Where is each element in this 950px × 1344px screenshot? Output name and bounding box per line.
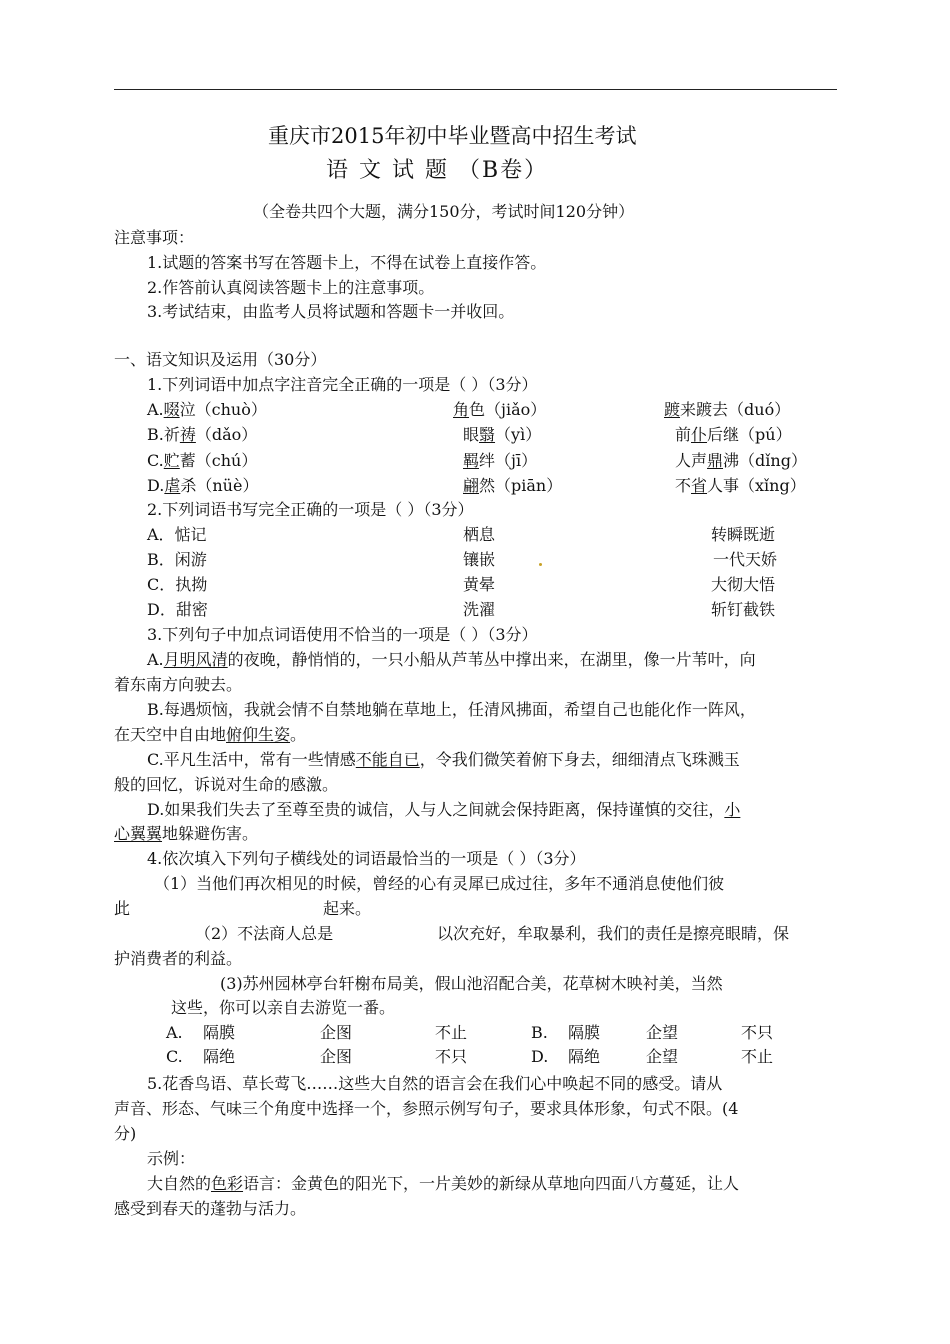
note-item: 3.考试结束，由监考人员将试题和答题卡一并收回。 — [147, 302, 515, 321]
question-5-stem-end: 分) — [114, 1124, 137, 1143]
note-item: 1.试题的答案书写在答题卡上，不得在试卷上直接作答。 — [147, 253, 547, 272]
exam-title: 重庆市2015年初中毕业暨高中招生考试 — [268, 124, 637, 148]
q3-option-a-cont: 着东南方向驶去。 — [114, 675, 243, 694]
q4-sentence-2-cont: 护消费者的利益。 — [114, 949, 243, 968]
q1-option-c1: C.贮蓄（chú） — [147, 451, 258, 470]
q4-option-word: 不止 — [741, 1047, 774, 1066]
q4-sentence-3: (3)苏州园林亭台轩榭布局美，假山池沼配合美，花草树木映衬美，当然 — [220, 974, 723, 993]
q4-option-word: 企图 — [320, 1023, 353, 1042]
q1-option-c3: 人声鼎沸（dǐng） — [675, 451, 807, 470]
q4-option-label: B. — [531, 1023, 548, 1042]
q1-option-b3: 前仆后继（pú） — [675, 425, 792, 444]
q2-option-d-word: 洗濯 — [463, 600, 496, 619]
q4-sentence-2: （2）不法商人总是 — [195, 924, 334, 943]
q4-option-label: C. — [166, 1047, 183, 1066]
exam-info: （全卷共四个大题，满分150分，考试时间120分钟） — [253, 202, 635, 221]
q2-option-c: C．执拗 — [147, 575, 208, 594]
question-1-stem: 1.下列词语中加点字注音完全正确的一项是（ ）（3分） — [147, 375, 538, 394]
q1-option-d1: D.虐杀（nüè） — [147, 476, 259, 495]
q2-option-d: D．甜密 — [147, 600, 208, 619]
q4-option-word: 不只 — [435, 1047, 468, 1066]
q4-option-word: 不只 — [741, 1023, 774, 1042]
q4-option-word: 企图 — [320, 1047, 353, 1066]
q1-option-a2: 角色（jiǎo） — [453, 400, 547, 419]
question-2-stem: 2.下列词语书写完全正确的一项是（ ）（3分） — [147, 500, 474, 519]
q4-sentence-1: （1）当他们再次相见的时候，曾经的心有灵犀已成过往，多年不通消息使他们彼 — [154, 874, 725, 893]
q1-option-b2: 眼翳（yì） — [463, 425, 542, 444]
q2-option-b: B．闲游 — [147, 550, 207, 569]
q4-sentence-1-cont: 此 — [114, 899, 131, 918]
q4-option-word: 隔绝 — [203, 1047, 236, 1066]
q4-sentence-1-end: 起来。 — [323, 899, 372, 918]
example-label: 示例： — [147, 1149, 196, 1168]
q3-option-b: B.每遇烦恼，我就会情不自禁地躺在草地上，任清风拂面，希望自己也能化作一阵风， — [147, 700, 756, 719]
q2-option-a-word: 栖息 — [463, 525, 496, 544]
q4-option-word: 隔膜 — [568, 1023, 601, 1042]
exam-subtitle: 语 文 试 题 （B卷） — [326, 158, 549, 183]
q1-option-d2: 翩然（piān） — [463, 476, 563, 495]
q1-option-d3: 不省人事（xǐng） — [675, 476, 806, 495]
q4-sentence-3-cont: 这些，你可以亲自去游览一番。 — [171, 998, 396, 1017]
question-3-stem: 3.下列句子中加点词语使用不恰当的一项是（ ）（3分） — [147, 625, 538, 644]
q4-option-label: D. — [531, 1047, 549, 1066]
q3-option-d-cont: 心翼翼地躲避伤害。 — [114, 824, 259, 843]
q2-option-a-word: 转瞬既逝 — [711, 525, 776, 544]
q4-option-word: 隔绝 — [568, 1047, 601, 1066]
q4-option-word: 不止 — [435, 1023, 468, 1042]
example-text-cont: 感受到春天的蓬勃与活力。 — [114, 1199, 307, 1218]
q3-option-d: D.如果我们失去了至尊至贵的诚信，人与人之间就会保持距离，保持谨慎的交往，小 — [147, 800, 741, 819]
example-text: 大自然的色彩语言：金黄色的阳光下，一片美妙的新绿从草地向四面八方蔓延，让人 — [147, 1174, 740, 1193]
q2-option-b-word: 镶嵌 — [463, 550, 496, 569]
q4-option-word: 企望 — [646, 1047, 679, 1066]
q2-option-c-word: 大彻大悟 — [711, 575, 776, 594]
question-5-stem-cont: 声音、形态、气味三个角度中选择一个，参照示例写句子，要求具体形象，句式不限。(4 — [114, 1099, 739, 1118]
notes-heading: 注意事项： — [114, 228, 195, 247]
question-4-stem: 4.依次填入下列句子横线处的词语最恰当的一项是（ ）（3分） — [147, 849, 586, 868]
q1-option-b1: B.祈祷（dǎo） — [147, 425, 258, 444]
q3-option-b-cont: 在天空中自由地俯仰生姿。 — [114, 725, 307, 744]
q3-option-c: C.平凡生活中，常有一些情感不能自已，令我们微笑着俯下身去，细细清点飞珠溅玉 — [147, 750, 740, 769]
q3-option-c-cont: 般的回忆，诉说对生命的感激。 — [114, 775, 339, 794]
q2-option-c-word: 黄晕 — [463, 575, 496, 594]
q1-option-a1: A.啜泣（chuò） — [147, 400, 267, 419]
q4-sentence-2-mid: 以次充好，牟取暴利，我们的责任是擦亮眼睛，保 — [437, 924, 790, 943]
note-item: 2.作答前认真阅读答题卡上的注意事项。 — [147, 278, 435, 297]
q2-option-b-word: 一代天娇 — [713, 550, 778, 569]
q2-option-d-word: 斩钉截铁 — [711, 600, 776, 619]
header-rule — [114, 89, 837, 90]
q4-option-label: A. — [166, 1023, 183, 1042]
q2-option-a: A．惦记 — [147, 525, 207, 544]
q4-option-word: 隔膜 — [203, 1023, 236, 1042]
q1-option-a3: 踱来踱去（duó） — [664, 400, 791, 419]
question-5-stem: 5.花香鸟语、草长莺飞……这些大自然的语言会在我们心中唤起不同的感受。请从 — [147, 1074, 723, 1093]
section-heading: 一、语文知识及运用（30分） — [114, 350, 327, 369]
q3-option-a: A.月明风清的夜晚，静悄悄的，一只小船从芦苇丛中撑出来，在湖里，像一片苇叶，向 — [147, 650, 756, 669]
scan-dot — [539, 563, 542, 566]
q1-option-c2: 羁绊（jī） — [463, 451, 538, 470]
q4-option-word: 企望 — [646, 1023, 679, 1042]
